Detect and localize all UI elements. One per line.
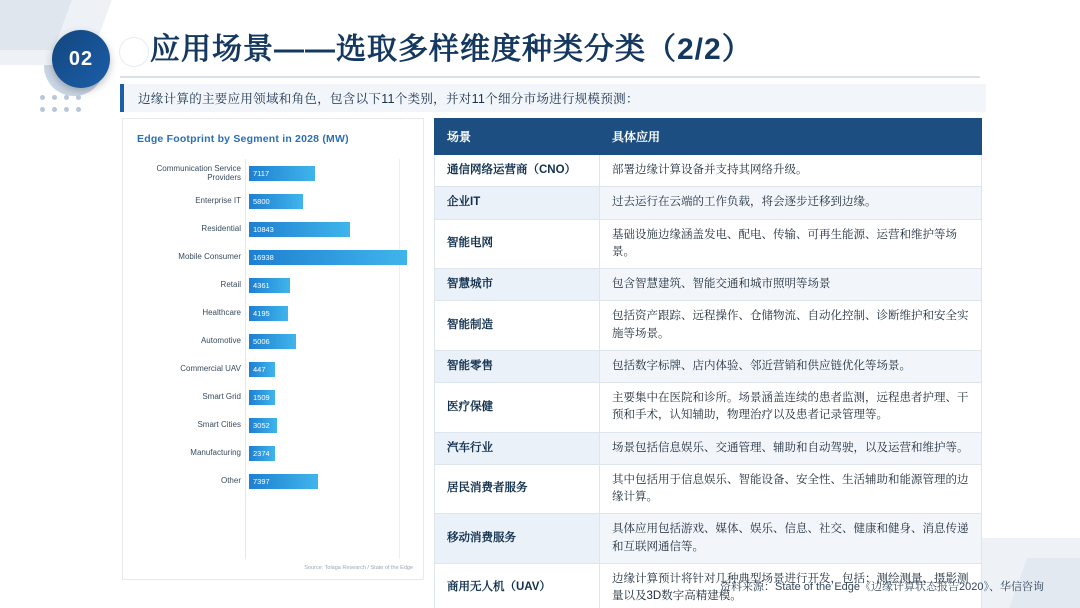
chart-bar-row (123, 243, 423, 271)
chart-bar-track (249, 446, 423, 461)
table-cell-scene: 移动消费服务 (435, 514, 600, 564)
table-cell-scene: 商用无人机（UAV） (435, 563, 600, 608)
chart-bar (249, 446, 275, 461)
table-row (435, 269, 982, 301)
chart-bar (249, 306, 288, 321)
table-cell-detail: 包含智慧建筑、智能交通和城市照明等场景 (600, 269, 982, 301)
chart-bar-label: Retail (220, 280, 241, 290)
chart-bar-label: Other (220, 476, 241, 486)
table-row (435, 432, 982, 464)
title-divider (120, 76, 980, 78)
chart-bar (249, 250, 407, 265)
table-row (435, 514, 982, 564)
chart-bar-row (123, 299, 423, 327)
table-cell-detail: 主要集中在医院和诊所。场景涵盖连续的患者监测，远程患者护理、干预和手术，认知辅助，物理治疗以及患者记录管理等。 (600, 383, 982, 433)
table-cell-scene: 智能零售 (435, 350, 600, 382)
chart-bar-row (123, 187, 423, 215)
chart-bar-label: Mobile Consumer (178, 252, 241, 262)
table-row (435, 301, 982, 351)
chart-bar-value: 16938 (253, 252, 274, 262)
chart-bar-track (249, 222, 423, 237)
table-cell-detail: 包括数字标牌、店内体验、邻近营销和供应链优化等场景。 (600, 350, 982, 382)
table-cell-scene: 智慧城市 (435, 269, 600, 301)
page-title: 应用场景——选取多样维度种类分类（2/2） (150, 33, 753, 66)
chart-bar-track (249, 362, 423, 377)
table-cell-detail: 边缘计算预计将针对几种典型场景进行开发，包括：测绘测量、摄影测量以及3D数字高精建模。 (600, 563, 982, 608)
table-cell-detail: 其中包括用于信息娱乐、智能设备、安全性、生活辅助和能源管理的边缘计算。 (600, 464, 982, 514)
decor-dot-grid (40, 95, 100, 121)
table-cell-scene: 汽车行业 (435, 432, 600, 464)
table-row (435, 155, 982, 187)
chart-bar-value: 7117 (253, 168, 270, 178)
chart-bar (249, 166, 315, 181)
chart-bar-row (123, 327, 423, 355)
chart-bar (249, 278, 290, 293)
chart-bar-track (249, 334, 423, 349)
chart-bar-label: Smart Grid (202, 392, 241, 402)
chart-bar-value: 447 (253, 364, 266, 374)
chart-bar-track (249, 194, 423, 209)
table-cell-detail: 过去运行在云端的工作负载，将会逐步迁移到边缘。 (600, 187, 982, 219)
chart-bar-label: Residential (201, 224, 241, 234)
chart-bars (123, 159, 423, 559)
chart-bar-label: Healthcare (202, 308, 241, 318)
chart-bar-track (249, 166, 423, 181)
table-row (435, 383, 982, 433)
table-row (435, 350, 982, 382)
chart-bar (249, 194, 303, 209)
table-cell-detail: 具体应用包括游戏、媒体、娱乐、信息、社交、健康和健身、消息传递和互联网通信等。 (600, 514, 982, 564)
table-cell-scene: 智能制造 (435, 301, 600, 351)
chart-bar (249, 362, 275, 377)
table-cell-detail: 部署边缘计算设备并支持其网络升级。 (600, 155, 982, 187)
chart-bar-value: 4195 (253, 308, 270, 318)
table-header-row (435, 119, 982, 155)
table-cell-scene: 居民消费者服务 (435, 464, 600, 514)
table-cell-detail: 场景包括信息娱乐、交通管理、辅助和自动驾驶，以及运营和维护等。 (600, 432, 982, 464)
chart-bar-track (249, 278, 423, 293)
chart-bar-row (123, 383, 423, 411)
chart-bar-label: Enterprise IT (195, 196, 241, 206)
chart-bar-row (123, 439, 423, 467)
chart-bar (249, 222, 350, 237)
chart-bar-value: 4361 (253, 280, 270, 290)
chart-bar-track (249, 390, 423, 405)
chart-bar-value: 5800 (253, 196, 270, 206)
table-cell-detail: 基础设施边缘涵盖发电、配电、传输、可再生能源、运营和维护等场景。 (600, 219, 982, 269)
chart-bar-row (123, 271, 423, 299)
chart-panel (122, 118, 424, 580)
chart-bar (249, 418, 277, 433)
chart-bar-label: Communication Service Providers (156, 163, 241, 182)
chart-bar (249, 390, 275, 405)
table-row (435, 219, 982, 269)
chart-bar-row (123, 355, 423, 383)
table-header-detail: 具体应用 (600, 119, 982, 155)
table-row (435, 187, 982, 219)
chart-bar-value: 5006 (253, 336, 270, 346)
table-cell-scene: 通信网络运营商（CNO） (435, 155, 600, 187)
chart-bar (249, 334, 296, 349)
table-cell-scene: 医疗保健 (435, 383, 600, 433)
chart-bar-row (123, 467, 423, 495)
subtitle-bar (120, 84, 986, 112)
chart-bar-value: 10843 (253, 224, 274, 234)
table-cell-detail: 包括资产跟踪、远程操作、仓储物流、自动化控制、诊断维护和安全实施等场景。 (600, 301, 982, 351)
table-cell-scene: 智能电网 (435, 219, 600, 269)
chart-bar-track (249, 418, 423, 433)
chart-bar-row (123, 215, 423, 243)
title-bullet-icon (120, 38, 148, 66)
chart-bar-label: Manufacturing (190, 448, 241, 458)
chart-source: Source: Tolaga Research / State of the Edge (304, 565, 413, 571)
chart-title: Edge Footprint by Segment in 2028 (MW) (137, 133, 349, 145)
chart-bar-track (249, 250, 423, 265)
chart-bar-value: 1509 (253, 392, 270, 402)
chart-bar-row (123, 411, 423, 439)
table-header-scene: 场景 (435, 119, 600, 155)
chart-bar-track (249, 474, 423, 489)
chart-bar-value: 3052 (253, 420, 270, 430)
table-cell-scene: 企业IT (435, 187, 600, 219)
scenario-table (434, 118, 982, 608)
table-row (435, 464, 982, 514)
chart-bar-value: 2374 (253, 448, 270, 458)
chart-bar-row (123, 159, 423, 187)
subtitle-text: 边缘计算的主要应用领域和角色，包含以下11个类别，并对11个细分市场进行规模预测： (138, 92, 639, 106)
source-note: 资料来源：State of the Edge《边缘计算状态报告2020》、华信咨询 (720, 581, 1044, 593)
chart-bar (249, 474, 318, 489)
chart-bar-label: Automotive (200, 336, 241, 346)
section-number-badge: 02 (52, 30, 110, 88)
chart-bar-label: Commercial UAV (180, 364, 241, 374)
chart-bar-track (249, 306, 423, 321)
chart-bar-label: Smart Cities (197, 420, 241, 430)
chart-bar-value: 7397 (253, 476, 270, 486)
